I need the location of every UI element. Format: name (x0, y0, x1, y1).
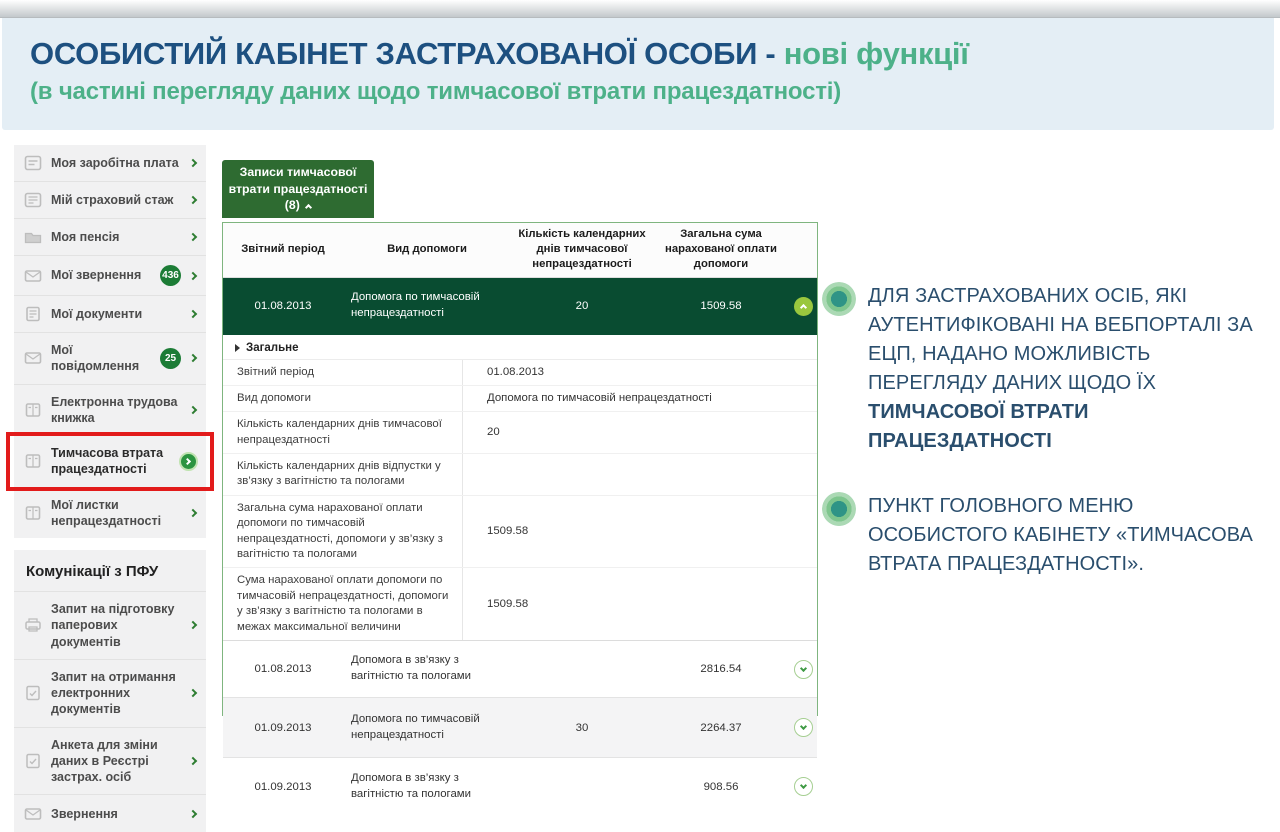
detail-label: Вид допомоги (223, 386, 463, 411)
records-table (222, 222, 818, 800)
chevron-right-icon (189, 159, 197, 167)
chevron-right-icon (189, 354, 197, 362)
cell-sum: 1509.58 (700, 300, 742, 313)
chevron-right-icon (189, 271, 197, 279)
chevron-right-icon (189, 689, 197, 697)
row-detail-panel (223, 335, 817, 641)
records-toggle-label: Записи тимчасової втрати працездатності (8) (228, 165, 368, 213)
detail-row (223, 496, 817, 569)
collapse-row-button[interactable] (794, 297, 813, 316)
records-section (222, 160, 818, 800)
sidebar-item-label: Мої листки непрацездатності (51, 497, 162, 528)
envelope-icon (24, 268, 42, 284)
bullet-icon (822, 492, 856, 526)
sidebar-item-label: Мій страховий стаж (51, 192, 174, 207)
detail-value: 01.08.2013 (487, 365, 545, 378)
detail-row (223, 360, 817, 386)
expand-row-button[interactable] (794, 660, 813, 679)
column-header-type: Вид допомоги (387, 243, 467, 256)
cell-period: 01.09.2013 (254, 721, 312, 734)
sidebar-item-label: Мої повідомлення (51, 343, 140, 374)
page-title (30, 36, 1274, 72)
sidebar-section-title: Комунікації з ПФУ (14, 550, 206, 592)
cell-type: Допомога по тимчасовій непрацездатності (351, 712, 480, 741)
cell-sum: 2816.54 (700, 663, 742, 675)
sidebar-item-insurance-record[interactable] (14, 182, 206, 219)
sidebar-item-registry-data-change-form[interactable] (14, 728, 206, 796)
sidebar-item-appeals[interactable] (14, 256, 206, 296)
detail-label: Кількість календарних днів відпустки у зв’язку з вагітністю та пологами (223, 454, 463, 495)
column-header-days: Кількість календарних днів тимчасової непрацездатності (518, 227, 646, 271)
messages-count-badge: 25 (160, 348, 181, 369)
sidebar-gap (14, 538, 206, 550)
detail-section-header: Загальне (223, 335, 817, 360)
column-header-expand (789, 223, 817, 277)
chevron-right-icon (189, 196, 197, 204)
cell-period: 01.08.2013 (254, 663, 312, 675)
document-icon (24, 306, 42, 322)
chevron-up-icon (305, 204, 312, 211)
detail-value: 20 (487, 426, 500, 438)
annotation-item (822, 492, 1274, 579)
annotations (822, 282, 1274, 615)
detail-row (223, 386, 817, 412)
table-row[interactable] (223, 758, 817, 815)
chevron-down-icon (799, 782, 806, 789)
chevron-up-icon (799, 303, 806, 310)
table-row[interactable] (223, 698, 817, 758)
expand-row-button[interactable] (794, 777, 813, 796)
table-row[interactable] (223, 278, 817, 335)
column-header-period: Звітний період (241, 243, 325, 256)
cell-sum: 908.56 (703, 780, 739, 793)
sidebar-item-label: Мої документи (51, 306, 143, 321)
book-icon (24, 453, 42, 469)
chevron-down-icon (799, 723, 806, 730)
expand-row-button[interactable] (794, 718, 813, 737)
records-toggle-button[interactable] (222, 160, 374, 218)
sidebar-item-messages[interactable] (14, 333, 206, 385)
chevron-right-icon (189, 406, 197, 414)
calculator-icon (24, 192, 42, 208)
cell-period: 01.09.2013 (254, 780, 312, 793)
sidebar-item-disability-sheets[interactable] (14, 488, 206, 539)
sidebar-item-temporary-disability[interactable] (14, 436, 206, 488)
chevron-down-icon (799, 664, 806, 671)
sidebar-item-paper-documents-request[interactable] (14, 592, 206, 660)
sidebar-item-documents[interactable] (14, 296, 206, 333)
detail-label: Кількість календарних днів тимчасової непрацездатності (223, 412, 463, 453)
chevron-right-icon (189, 757, 197, 765)
detail-value: 1509.58 (487, 524, 529, 537)
chevron-right-icon (189, 233, 197, 241)
sidebar-item-label: Моя заробітна плата (51, 155, 179, 170)
printer-icon (24, 617, 42, 633)
sidebar-item-label: Тимчасова втрата працездатності (51, 446, 164, 477)
book-icon (24, 402, 42, 418)
cell-type: Допомога в зв’язку з вагітністю та пологами (351, 654, 471, 682)
chevron-right-icon (189, 310, 197, 318)
appeals-count-badge: 436 (160, 265, 181, 286)
triangle-right-icon (235, 344, 240, 352)
cell-days (511, 758, 653, 815)
sidebar-item-complaint[interactable] (14, 795, 206, 832)
annotation-text: ДЛЯ ЗАСТРАХОВАНИХ ОСІБ, ЯКІ АУТЕНТИФІКОВАНІ НА ВЕБПОРТАЛІ ЗА ЕЦП, НАДАНО МОЖЛИВІСТЬ ПЕРЕГЛЯДУ ДАНИХ ЩОДО ЇХ ТИМЧАСОВОЇ ВТРАТИ ПРАЦЕЗДАТНОСТІ (868, 285, 1253, 452)
cell-period: 01.08.2013 (254, 300, 312, 313)
cell-days: 20 (575, 300, 589, 313)
chevron-right-icon (189, 621, 197, 629)
sidebar-item-label: Запит на підготовку паперових документів (51, 602, 175, 649)
page-title-accent: нові функції (783, 36, 969, 71)
detail-row (223, 454, 817, 496)
document-check-icon (24, 685, 42, 701)
sidebar-item-electronic-documents-request[interactable] (14, 660, 206, 728)
detail-value (463, 454, 817, 495)
detail-row (223, 568, 817, 641)
table-header-row (223, 223, 817, 278)
sidebar-item-label: Моя пенсія (51, 229, 120, 244)
envelope-icon (24, 806, 42, 822)
cell-days: 30 (575, 721, 589, 734)
sidebar-item-label: Звернення (51, 806, 118, 821)
wallet-icon (24, 155, 42, 171)
page-title-main: ОСОБИСТИЙ КАБІНЕТ ЗАСТРАХОВАНОЇ ОСОБИ - (30, 36, 784, 71)
book-icon (24, 505, 42, 521)
sidebar-item-label: Електронна трудова книжка (51, 394, 178, 425)
annotation-text: ПУНКТ ГОЛОВНОГО МЕНЮ ОСОБИСТОГО КАБІНЕТУ «ТИМЧАСОВА ВТРАТА ПРАЦЕЗДАТНОСТІ». (868, 495, 1253, 575)
sidebar-item-label: Запит на отримання електронних документів (51, 669, 176, 717)
chevron-right-circle-icon (179, 452, 198, 471)
bullet-icon (822, 282, 856, 316)
detail-label: Сума нарахованої оплати допомоги по тимчасовій непрацездатності, допомоги у зв’язку з вагітністю та пологами в межах максимальної величини (223, 568, 463, 640)
table-row[interactable] (223, 641, 817, 698)
sidebar-item-label: Анкета для зміни даних в Реєстрі застрах. осіб (51, 737, 158, 784)
cell-days (511, 641, 653, 697)
cell-type: Допомога по тимчасовій непрацездатності (351, 291, 480, 320)
detail-value: 1509.58 (487, 597, 529, 610)
detail-row (223, 412, 817, 454)
annotation-item (822, 282, 1274, 456)
column-header-sum: Загальна сума нарахованої оплати допомоги (665, 227, 777, 271)
folder-icon (24, 229, 42, 245)
detail-value: Допомога по тимчасовій непрацездатності (487, 391, 712, 404)
document-check-icon (24, 753, 42, 769)
chevron-right-icon (189, 810, 197, 818)
sidebar-item-label: Мої звернення (51, 268, 142, 283)
sidebar-item-pension[interactable] (14, 219, 206, 256)
cell-sum: 2264.37 (700, 721, 742, 734)
sidebar-communications-panel (14, 550, 206, 832)
chevron-right-icon (189, 509, 197, 517)
sidebar-item-salary[interactable] (14, 145, 206, 182)
sidebar-item-employment-book[interactable] (14, 385, 206, 437)
window-top-strip (0, 0, 1280, 18)
page-subtitle: (в частині перегляду даних щодо тимчасової втрати працездатності) (30, 78, 842, 105)
sidebar-menu (14, 145, 206, 832)
detail-label: Звітний період (223, 360, 463, 385)
cell-type: Допомога в зв’язку з вагітністю та пологами (351, 771, 471, 800)
detail-label: Загальна сума нарахованої оплати допомоги по тимчасовій непрацездатності, допомоги у зв’язку з вагітністю та пологами (223, 496, 463, 568)
envelope-icon (24, 350, 42, 366)
title-panel (2, 18, 1274, 130)
sidebar-main-panel (14, 145, 206, 538)
